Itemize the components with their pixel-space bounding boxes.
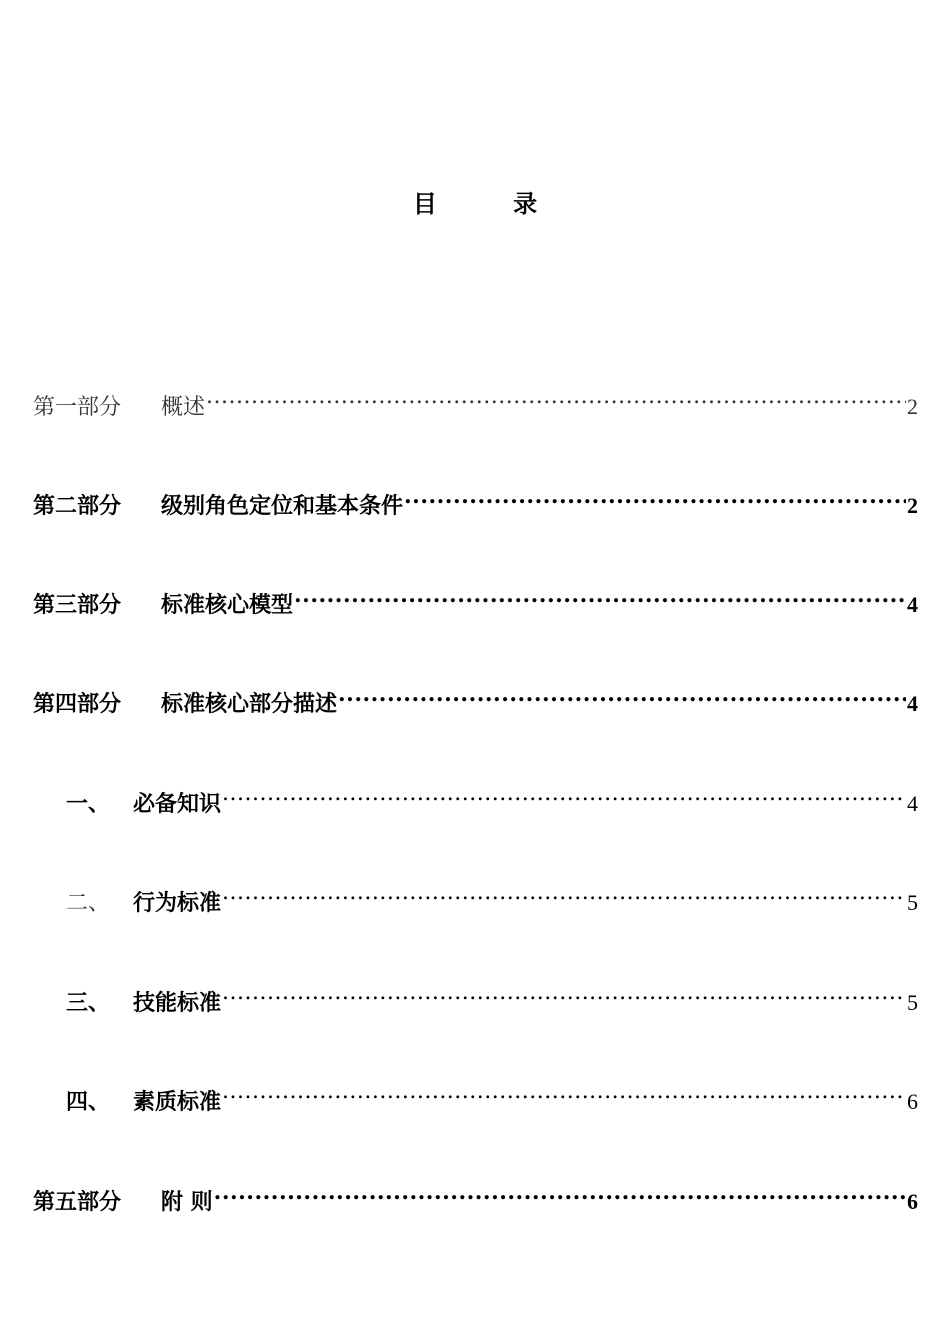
toc-entry-part-1[interactable] (33, 380, 918, 420)
toc-entry-section-2[interactable] (66, 876, 918, 916)
toc-entry-page: 5 (907, 890, 918, 915)
toc-entry-number: 第四部分 (33, 691, 122, 717)
toc-entry-text: 行为标准 (133, 890, 222, 916)
toc-entry-text: 素质标准 (133, 1089, 222, 1115)
toc-entry-number: 二、 (66, 891, 111, 916)
toc-dot-leader (294, 578, 906, 612)
toc-entry-page: 6 (907, 1189, 918, 1214)
toc-entry-text: 附 则 (161, 1189, 213, 1215)
toc-entry-page: 5 (907, 990, 918, 1015)
toc-entry-part-3[interactable] (33, 578, 918, 618)
toc-entry-number: 一、 (66, 791, 111, 817)
toc-entry-text: 标准核心部分描述 (161, 691, 338, 717)
toc-entry-number: 第二部分 (33, 493, 122, 519)
toc-entry-number: 三、 (66, 990, 111, 1016)
toc-dot-leader (222, 1075, 906, 1109)
toc-entry-number: 四、 (66, 1089, 111, 1115)
toc-entry-page: 4 (907, 791, 918, 816)
toc-entry-page: 4 (907, 592, 918, 617)
toc-entry-page: 2 (907, 394, 918, 419)
toc-entry-part-2[interactable] (33, 479, 918, 519)
toc-entry-part-4[interactable] (33, 677, 918, 717)
toc-entry-text: 级别角色定位和基本条件 (161, 493, 404, 519)
toc-entry-section-1[interactable] (66, 777, 918, 817)
toc-entry-text: 标准核心模型 (161, 592, 294, 618)
toc-entry-part-5[interactable] (33, 1175, 918, 1215)
toc-entry-text: 必备知识 (133, 791, 222, 817)
toc-entry-text: 概述 (161, 395, 206, 420)
toc-entry-page: 6 (907, 1089, 918, 1114)
toc-entry-section-4[interactable] (66, 1075, 918, 1115)
toc-entry-section-3[interactable] (66, 976, 918, 1016)
toc-entry-page: 4 (907, 691, 918, 716)
toc-dot-leader (206, 380, 906, 414)
toc-entry-number: 第三部分 (33, 592, 122, 618)
toc-dot-leader (214, 1175, 906, 1209)
toc-dot-leader (222, 876, 906, 910)
toc-dot-leader (222, 976, 906, 1010)
toc-entry-number: 第一部分 (33, 395, 122, 420)
toc-dot-leader (222, 777, 906, 811)
toc-dot-leader (338, 677, 906, 711)
page-title: 目 录 (412, 189, 572, 218)
toc-entry-text: 技能标准 (133, 990, 222, 1016)
toc-entry-number: 第五部分 (33, 1189, 122, 1215)
toc-dot-leader (404, 479, 906, 513)
toc-entry-page: 2 (907, 493, 918, 518)
